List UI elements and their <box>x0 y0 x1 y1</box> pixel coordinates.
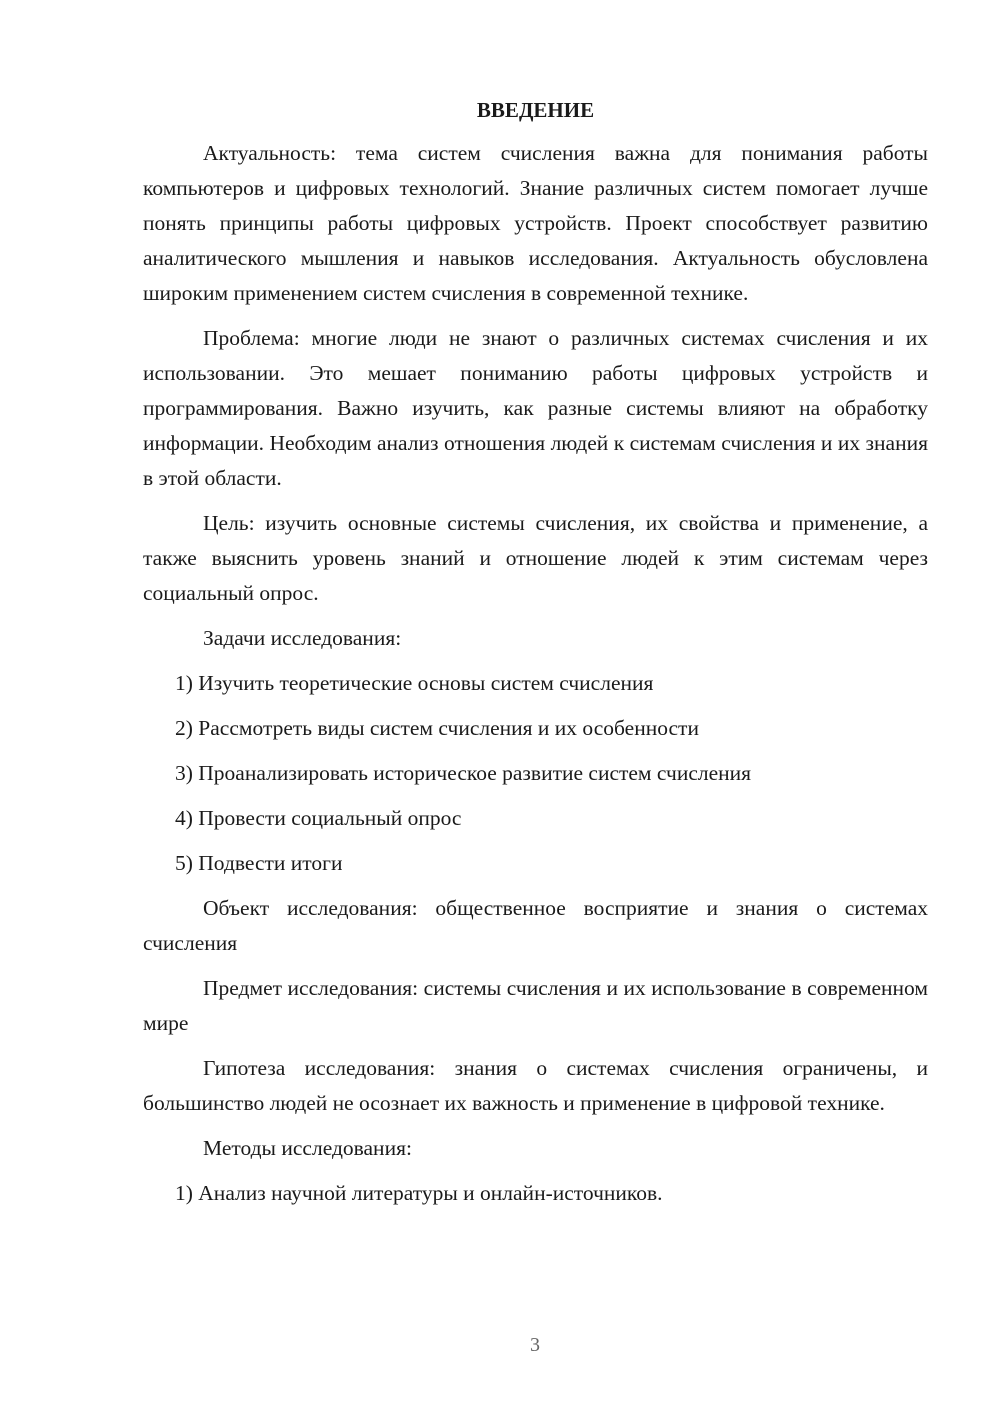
method-item: 1) Анализ научной литературы и онлайн-источников. <box>175 1181 663 1205</box>
goal-paragraph: Цель: изучить основные системы счисления, их свойства и применение, а также выяснить уровень знаний и отношение людей к этим системам через социальный опрос. <box>143 511 928 605</box>
task-item: 2) Рассмотреть виды систем счисления и их особенности <box>175 716 699 740</box>
methods-heading: Методы исследования: <box>203 1136 412 1160</box>
tasks-heading: Задачи исследования: <box>203 626 402 650</box>
problem-paragraph: Проблема: многие люди не знают о различных системах счисления и их использовании. Это мешает пониманию работы цифровых устройств и программирования. Важно изучить, как разные системы влияют на обработку информации. Необходим анализ отношения людей к системам счисления и их знания в этой области. <box>143 326 928 490</box>
task-item: 3) Проанализировать историческое развитие систем счисления <box>175 761 752 785</box>
page-number: 3 <box>530 1334 540 1356</box>
document-page <box>143 96 928 1221</box>
methods-list <box>143 1176 928 1211</box>
page-title: ВВЕДЕНИЕ <box>476 98 595 122</box>
hypothesis-paragraph: Гипотеза исследования: знания о системах счисления ограничены, и большинство людей не осознает их важность и применение в цифровой технике. <box>143 1056 928 1115</box>
task-item: 4) Провести социальный опрос <box>175 806 462 830</box>
relevance-paragraph: Актуальность: тема систем счисления важна для понимания работы компьютеров и цифровых технологий. Знание различных систем помогает лучше понять принципы работы цифровых устройств. Проект способствует развитию аналитического мышления и навыков исследования. Актуальность обусловлена широким применением систем счисления в современной технике. <box>143 141 928 305</box>
task-item: 1) Изучить теоретические основы систем счисления <box>175 671 654 695</box>
object-paragraph: Объект исследования: общественное восприятие и знания о системах счисления <box>143 896 928 955</box>
task-item: 5) Подвести итоги <box>175 851 343 875</box>
tasks-list <box>143 666 928 881</box>
subject-paragraph: Предмет исследования: системы счисления и их использование в современном мире <box>143 976 928 1035</box>
